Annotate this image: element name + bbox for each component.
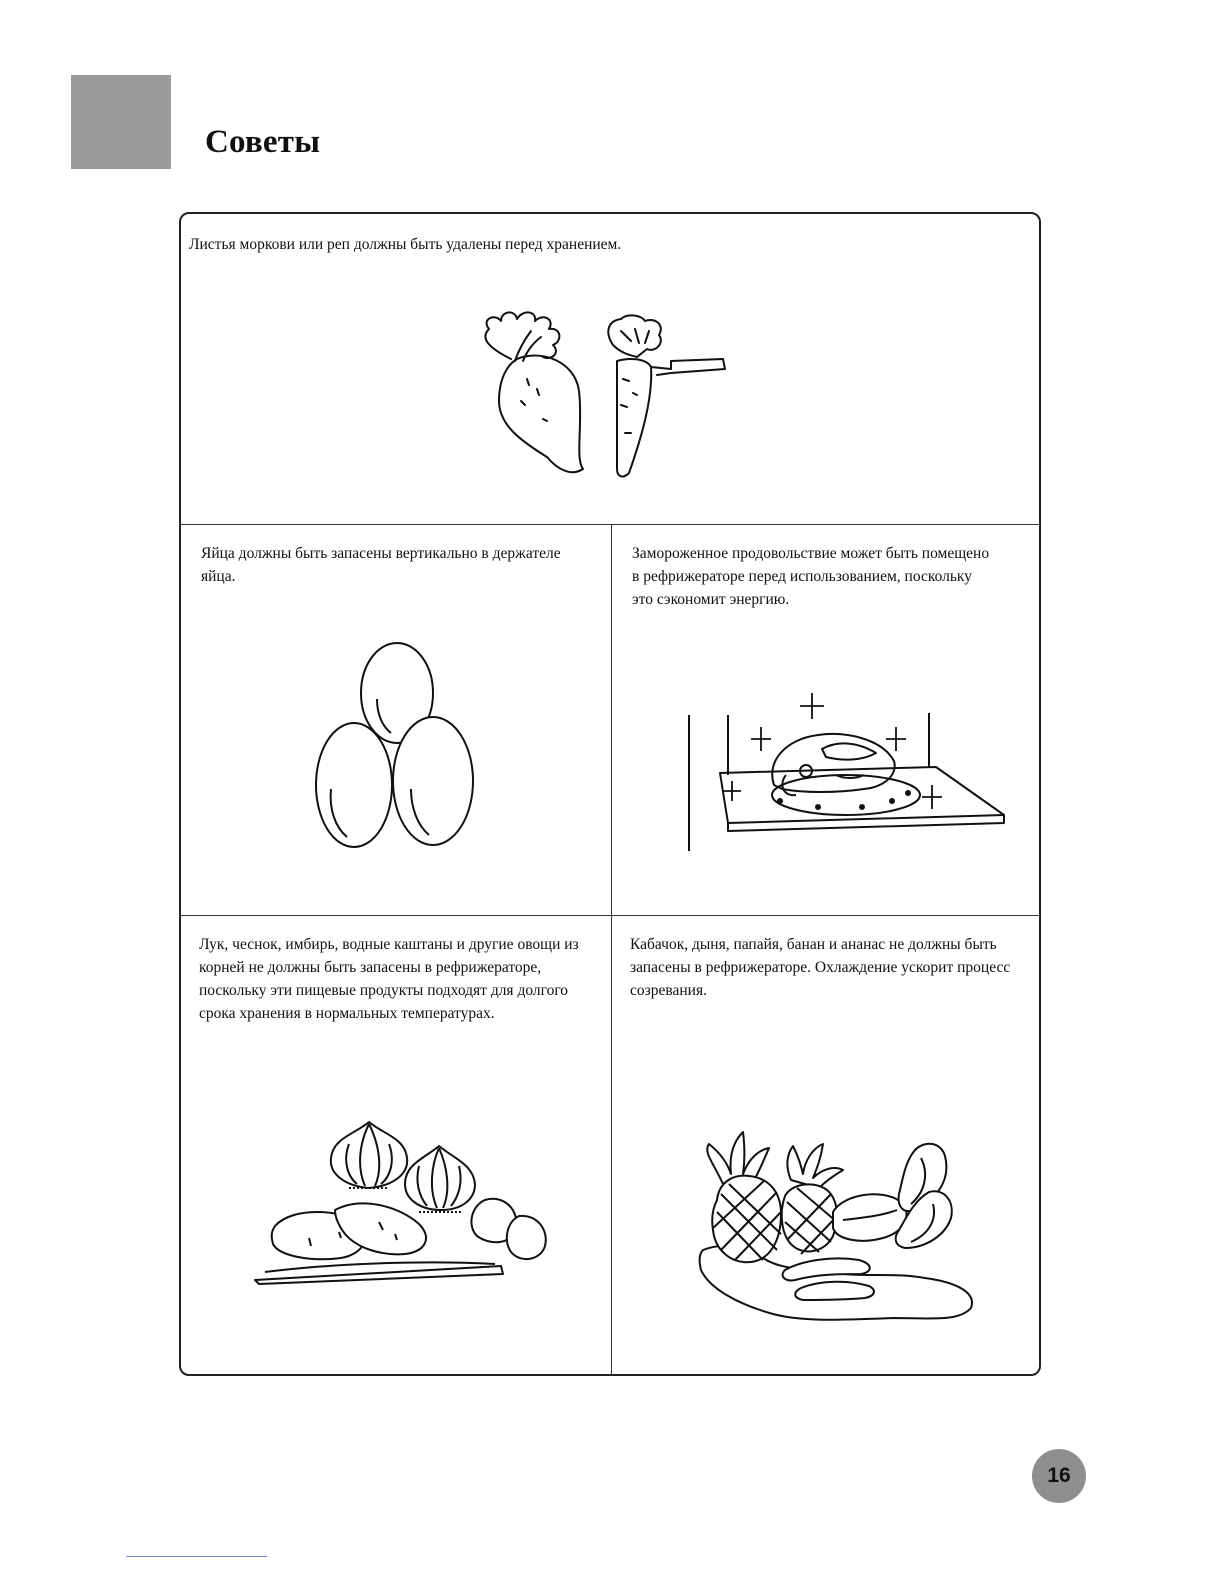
frozen-chicken-illustration [686,689,1011,859]
tips-table [179,212,1041,1376]
onions-roots-illustration [249,1114,549,1289]
eggs-illustration [311,639,481,859]
page-title: Советы [205,124,321,160]
tip-frozen-text: Замороженное продовольствие может быть помещено в рефрижераторе перед использованием, поскольку это сэкономит энергию. [632,545,990,608]
column-divider [611,524,612,1376]
tip-fruits-text: Кабачок, дыня, папайя, банан и ананас не должны быть запасены в рефрижераторе. Охлаждение ускорит процесс созревания. [630,936,1011,999]
row-divider [181,915,1039,916]
footer-link-line [126,1556,267,1557]
row-divider [181,524,1039,525]
fruits-illustration [693,1122,985,1327]
page-number-badge: 16 [1032,1449,1086,1503]
beet-carrot-illustration [471,309,746,479]
tip-eggs-text: Яйца должны быть запасены вертикально в держателе яйца. [201,545,561,585]
section-marker-block [71,75,171,169]
tip-tops-text: Листья моркови или реп должны быть удалены перед хранением. [189,236,622,253]
tip-roots-text: Лук, чеснок, имбирь, водные каштаны и другие овощи из корней не должны быть запасены в рефрижераторе, поскольку эти пищевые продукты подходят для долгого срока хранения в нормальных температурах. [199,936,579,1022]
